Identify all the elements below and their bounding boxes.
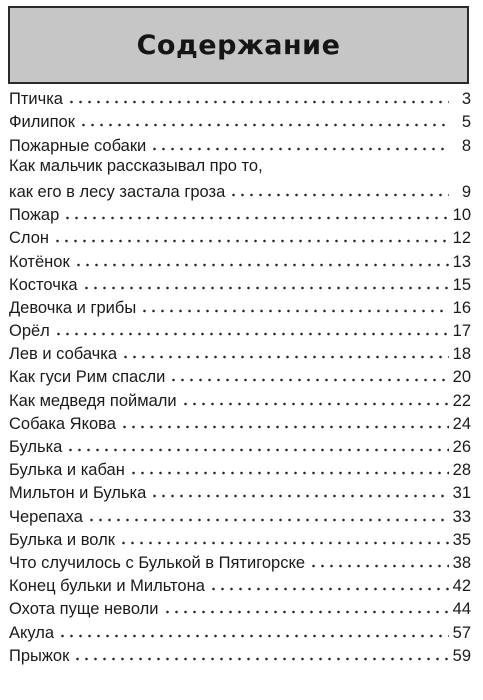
- toc-entry[interactable]: [9, 387, 471, 410]
- toc-entry-title: Черепаха: [9, 507, 83, 526]
- dot-leader: [87, 517, 449, 523]
- toc-entry-page: 31: [452, 484, 471, 503]
- toc-entry[interactable]: [9, 156, 471, 202]
- toc-entry-page: 26: [452, 438, 471, 456]
- dot-leader: [119, 540, 449, 546]
- toc-entry-title: Конец бульки и Мильтона: [9, 577, 205, 596]
- toc-entry-title: как его в лесу застала гроза: [9, 182, 226, 201]
- toc-entry-title: Пожарные собаки: [9, 136, 147, 155]
- dot-leader: [58, 633, 449, 639]
- toc-entry-page: 17: [452, 322, 471, 341]
- toc-entry[interactable]: [9, 619, 471, 642]
- toc-entry-title: Птичка: [9, 90, 63, 109]
- toc-entry-title: Акула: [9, 623, 55, 642]
- toc-entry-title: Что случилось с Булькой в Пятигорске: [9, 553, 306, 572]
- toc-entry[interactable]: [9, 225, 471, 248]
- toc-entry-page: 16: [452, 298, 471, 317]
- toc-entry[interactable]: [9, 272, 471, 295]
- toc-entry-page: 35: [452, 530, 471, 549]
- dot-leader: [229, 192, 449, 198]
- toc-entry-page: 24: [452, 414, 471, 433]
- toc-entry[interactable]: [9, 341, 471, 364]
- toc-entry-page: 28: [452, 461, 471, 480]
- dot-leader: [74, 262, 449, 268]
- toc-entry-title: Как гуси Рим спасли: [9, 368, 166, 387]
- dot-leader: [309, 563, 449, 569]
- toc-entry-page: 9: [461, 182, 471, 201]
- toc-entry-title: Охота пуще неволи: [9, 600, 159, 619]
- toc-entry-page: 8: [461, 136, 471, 155]
- toc-entry[interactable]: [9, 202, 471, 225]
- toc-entry-title: Собака Якова: [9, 414, 116, 433]
- dot-leader: [67, 99, 449, 105]
- toc-entry-title: Пожар: [9, 206, 60, 225]
- toc-entry[interactable]: [9, 411, 471, 434]
- toc-entry-title: Как медведя поймали: [9, 391, 177, 410]
- dot-leader: [120, 424, 449, 430]
- toc-entry[interactable]: [9, 573, 471, 596]
- dot-leader: [129, 470, 449, 476]
- dot-leader: [63, 215, 448, 221]
- toc-entry-page: 57: [452, 623, 471, 642]
- toc-entry[interactable]: [9, 550, 471, 573]
- toc-entry[interactable]: [9, 527, 471, 550]
- toc-entry-page: 13: [452, 252, 471, 271]
- toc-entry-title: Булька и кабан: [9, 461, 125, 480]
- dot-leader: [181, 401, 449, 407]
- dot-leader: [150, 493, 448, 499]
- toc-entry-title: Котёнок: [9, 252, 70, 271]
- toc-entry-page: 18: [452, 345, 471, 364]
- toc-entry[interactable]: [9, 248, 471, 271]
- toc-entry[interactable]: [9, 318, 471, 341]
- dot-leader: [53, 238, 449, 244]
- toc-entry-page: 10: [452, 206, 471, 225]
- toc-entry-title: Мильтон и Булька: [9, 484, 147, 503]
- page-title: Содержание: [136, 29, 341, 61]
- toc-entry-title-line1: Как мальчик рассказывал про то,: [9, 156, 263, 175]
- toc-entry[interactable]: [9, 132, 471, 155]
- toc-entry[interactable]: [9, 643, 471, 666]
- toc-entry[interactable]: [9, 480, 471, 503]
- contents-header: [8, 6, 469, 84]
- toc-entry-page: 22: [452, 391, 471, 410]
- toc-entry-title: Лев и собачка: [9, 345, 118, 364]
- toc-entry[interactable]: [9, 457, 471, 480]
- toc-entry[interactable]: [9, 434, 471, 457]
- toc-entry[interactable]: [9, 86, 471, 109]
- toc-entry[interactable]: [9, 596, 471, 619]
- dot-leader: [169, 377, 448, 383]
- toc-entry-title: Прыжок: [9, 646, 70, 665]
- toc-entry-page: 3: [461, 90, 471, 109]
- toc-entry-title: Девочка и грибы: [9, 298, 137, 317]
- toc-entry-title: Булька: [9, 438, 63, 456]
- toc-entry-title: Орёл: [9, 322, 50, 341]
- dot-leader: [209, 586, 449, 592]
- dot-leader: [66, 447, 448, 453]
- dot-leader: [82, 285, 449, 291]
- toc-entry-page: 15: [452, 275, 471, 294]
- toc-entry[interactable]: [9, 295, 471, 318]
- toc-entry-title: Булька и волк: [9, 530, 115, 549]
- toc-entry-page: 44: [452, 600, 471, 619]
- dot-leader: [79, 122, 449, 128]
- toc-entry-title: Филипок: [9, 113, 75, 132]
- dot-leader: [150, 146, 449, 152]
- toc-entry-page: 33: [452, 507, 471, 526]
- toc-entry-page: 12: [452, 229, 471, 248]
- toc-entry-title: Слон: [9, 229, 50, 248]
- toc-entry-page: 59: [452, 646, 471, 665]
- dot-leader: [54, 331, 449, 337]
- dot-leader: [163, 609, 449, 615]
- toc-entry[interactable]: [9, 364, 471, 387]
- toc-entry-title: Косточка: [9, 275, 78, 294]
- dot-leader: [121, 354, 449, 360]
- dot-leader: [73, 656, 448, 662]
- toc-entry-page: 42: [452, 577, 471, 596]
- toc-entry-page: 5: [461, 113, 471, 132]
- toc-entry-page: 38: [452, 553, 471, 572]
- toc-entry[interactable]: [9, 503, 471, 526]
- dot-leader: [140, 308, 448, 314]
- toc-entry-page: 20: [452, 368, 471, 387]
- toc-entry[interactable]: [9, 109, 471, 132]
- table-of-contents: [9, 86, 471, 666]
